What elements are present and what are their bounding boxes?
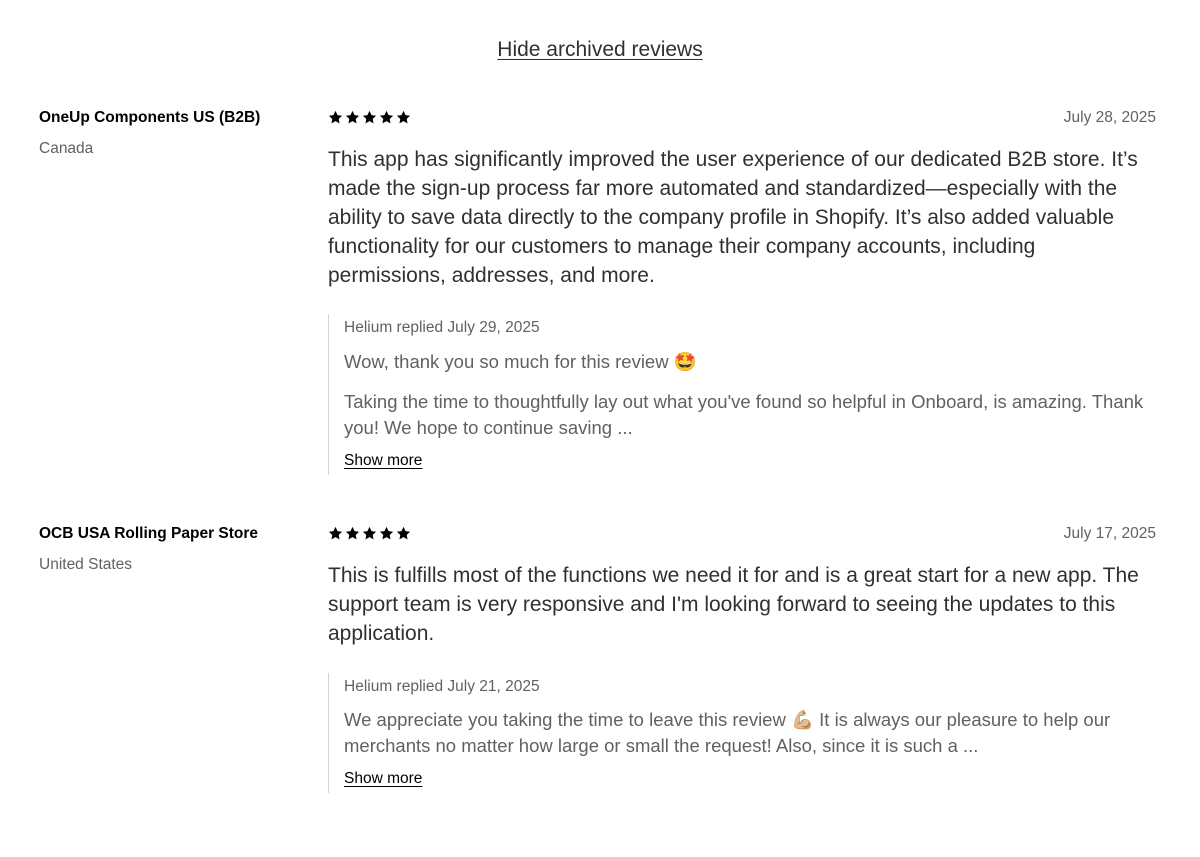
star-icon — [362, 110, 377, 125]
star-icon — [328, 526, 343, 541]
review-date: July 17, 2025 — [1063, 525, 1156, 542]
star-icon — [396, 526, 411, 541]
star-rating — [328, 110, 411, 125]
show-more-button[interactable]: Show more — [344, 452, 423, 469]
reply-meta: Helium replied July 29, 2025 — [344, 319, 540, 336]
star-icon — [345, 526, 360, 541]
star-icon — [379, 526, 394, 541]
developer-reply — [328, 673, 1156, 793]
review-body: This is fulfills most of the functions we need it for and is a great start for a new app. The support team is very responsive and I'm looking forward to seeing the updates to this application. — [328, 564, 1139, 645]
star-icon — [379, 110, 394, 125]
merchant-name: OneUp Components US (B2B) — [39, 109, 261, 126]
reply-paragraph: Taking the time to thoughtfully lay out what you've found so helpful in Onboard, is amazing. Thank you! We hope to continue saving ... — [344, 391, 1144, 438]
developer-reply — [328, 314, 1156, 475]
star-rating — [328, 526, 411, 541]
star-icon — [362, 526, 377, 541]
merchant-country: United States — [39, 556, 133, 573]
star-icon — [345, 110, 360, 125]
hide-archived-reviews-link[interactable]: Hide archived reviews — [497, 38, 703, 61]
merchant-info — [39, 108, 299, 159]
merchant-info — [39, 524, 299, 575]
review-content — [328, 108, 1156, 475]
reply-paragraph: Wow, thank you so much for this review 🤩 — [344, 351, 697, 372]
rating-row — [328, 108, 1156, 128]
review-content — [328, 524, 1156, 793]
archive-toggle — [0, 38, 1200, 62]
merchant-country: Canada — [39, 140, 94, 157]
star-icon — [396, 110, 411, 125]
review-date: July 28, 2025 — [1063, 109, 1156, 126]
rating-row — [328, 524, 1156, 544]
merchant-name: OCB USA Rolling Paper Store — [39, 525, 259, 542]
show-more-button[interactable]: Show more — [344, 770, 423, 787]
reply-meta: Helium replied July 21, 2025 — [344, 678, 540, 695]
review-body: This app has significantly improved the user experience of our dedicated B2B store. It’s made the sign-up process far more automated and standardized—especially with the ability to save data directly to the company profile in Shopify. It’s also added valuable functionality for our customers to manage their company accounts, including permissions, addresses, and more. — [328, 148, 1138, 287]
star-icon — [328, 110, 343, 125]
reply-paragraph: We appreciate you taking the time to leave this review 💪🏼 It is always our pleasure to help our merchants no matter how large or small the request! Also, since it is such a ... — [344, 709, 1111, 756]
